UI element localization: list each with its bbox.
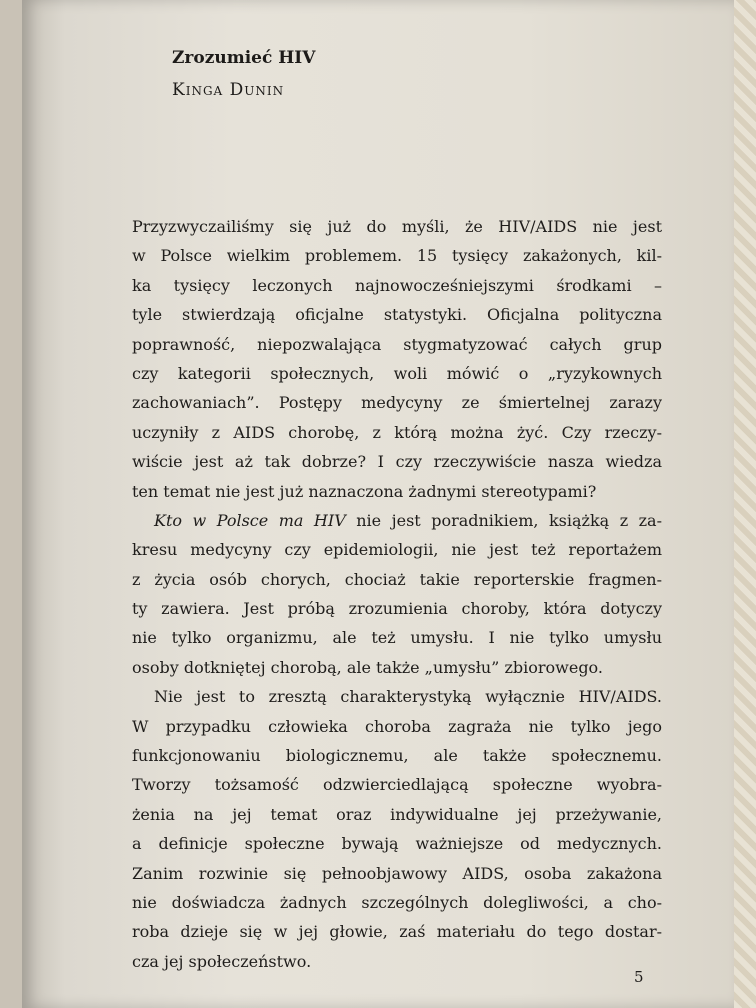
- text-line: ten temat nie jest już naznaczona żadnymi stereotypami?: [132, 481, 597, 501]
- text-line: funkcjonowaniu biologicznemu, ale także społecznemu.: [132, 746, 662, 766]
- text-line: a definicje społeczne bywają ważniejsze od medycznych.: [132, 834, 662, 854]
- text-line: kresu medycyny czy epidemiologii, nie jest też reportażem: [132, 540, 662, 560]
- text-line: nie tylko organizmu, ale też umysłu. I nie tylko umysłu: [132, 628, 662, 648]
- text-line: wiście jest aż tak dobrze? I czy rzeczywiście nasza wiedza: [132, 452, 662, 472]
- text-line: ka tysięcy leczonych najnowocześniejszymi środkami –: [132, 275, 662, 295]
- text-line: ty zawiera. Jest próbą zrozumienia choroby, która dotyczy: [132, 599, 662, 619]
- text-line: [132, 506, 662, 535]
- background-cloth: [734, 0, 756, 1008]
- text-line: Nie jest to zresztą charakterystyką wyłącznie HIV/AIDS.: [154, 687, 662, 707]
- text-line: z życia osób chorych, chociaż takie reporterskie fragmen-: [132, 569, 662, 589]
- text-line: nie doświadcza żadnych szczególnych dolegliwości, a cho-: [132, 892, 662, 912]
- text-line: żenia na jej temat oraz indywidualne jej przeżywanie,: [132, 804, 662, 824]
- text-line: zachowaniach”. Postępy medycyny ze śmiertelnej zarazy: [132, 393, 662, 413]
- book-title-italic: Kto w Polsce ma HIV: [154, 510, 346, 530]
- text-line: Zanim rozwinie się pełnoobjawowy AIDS, osoba zakażona: [132, 863, 662, 883]
- text-line: poprawność, niepozwalająca stygmatyzować całych grup: [132, 334, 662, 354]
- text-line: w Polsce wielkim problemem. 15 tysięcy zakażonych, kil-: [132, 246, 662, 266]
- body-text: [132, 212, 662, 976]
- page-number: 5: [634, 968, 644, 986]
- chapter-author: Kinga Dunin: [172, 80, 285, 100]
- text-line: Tworzy tożsamość odzwierciedlającą społeczne wyobra-: [132, 775, 662, 795]
- text-line: W przypadku człowieka choroba zagraża nie tylko jego: [132, 716, 662, 736]
- text-line: uczyniły z AIDS chorobę, z którą można żyć. Czy rzeczy-: [132, 422, 662, 442]
- text-line: Przyzwyczailiśmy się już do myśli, że HIV/AIDS nie jest: [132, 217, 662, 236]
- text-line: tyle stwierdzają oficjalne statystyki. Oficjalna polityczna: [132, 305, 662, 325]
- text-line: roba dzieje się w jej głowie, zaś materiału do tego dostar-: [132, 922, 662, 942]
- text-line: czy kategorii społecznych, woli mówić o „ryzykownych: [132, 363, 662, 383]
- chapter-title: Zrozumieć HIV: [172, 48, 316, 68]
- text-fragment: nie jest poradnikiem, książką z za-: [345, 510, 662, 530]
- text-line: osoby dotkniętej chorobą, ale także „umysłu” zbiorowego.: [132, 657, 603, 677]
- text-line: cza jej społeczeństwo.: [132, 951, 312, 971]
